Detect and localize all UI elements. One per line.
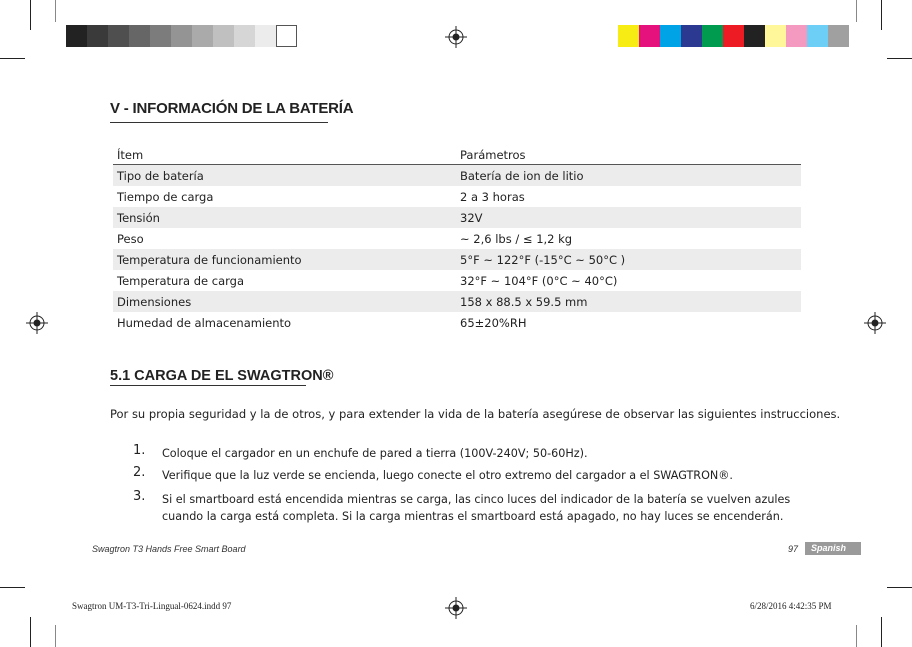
table-cell-value: 158 x 88.5 x 59.5 mm (456, 291, 801, 312)
step-number: 1. (133, 443, 146, 458)
table-cell-value: 32V (456, 207, 801, 228)
crop-mark (55, 625, 56, 647)
step-text: Coloque el cargador en un enchufe de pared a tierra (100V-240V; 50-60Hz). (162, 447, 588, 460)
crop-mark (30, 0, 31, 30)
table-cell-item: Tiempo de carga (117, 189, 214, 204)
crop-mark (887, 587, 912, 588)
color-swatch (786, 25, 807, 47)
table-cell-value: Batería de ion de litio (456, 165, 801, 187)
intro-paragraph: Por su propia seguridad y la de otros, y para extender la vida de la batería asegúrese de observar las siguientes instrucciones. (110, 407, 841, 421)
table-cell-item: Dimensiones (113, 291, 456, 312)
section-title: V - INFORMACIÓN DE LA BATERÍA (110, 100, 354, 117)
crop-mark (881, 617, 882, 647)
table-cell-item: Temperatura de funcionamiento (113, 249, 456, 270)
color-swatch (807, 25, 828, 47)
table-cell-value: 2 a 3 horas (460, 189, 525, 204)
color-swatch (276, 25, 297, 47)
table-cell-value: 65±20%RH (460, 315, 527, 330)
page-number: 97 (788, 544, 799, 554)
table-cell-value: 32°F ~ 104°F (0°C ~ 40°C) (460, 273, 618, 288)
table-cell-item: Peso (117, 231, 144, 246)
step-number: 3. (133, 489, 146, 504)
color-swatch (66, 25, 87, 47)
color-swatch (87, 25, 108, 47)
color-swatch (828, 25, 849, 47)
crop-mark (856, 625, 857, 647)
column-header-parameters: Parámetros (456, 145, 801, 165)
color-swatch (108, 25, 129, 47)
registration-mark-icon (864, 312, 886, 334)
color-swatch (150, 25, 171, 47)
registration-mark-icon (26, 312, 48, 334)
table-row (113, 270, 801, 291)
step-text-line: cuando la carga está completa. Si la carga mientras el smartboard está apagado, no hay luces se encenderán. (162, 510, 784, 523)
color-swatch (765, 25, 786, 47)
table-row (113, 165, 801, 187)
step-number: 2. (133, 465, 146, 480)
color-swatch (723, 25, 744, 47)
color-swatch (129, 25, 150, 47)
color-swatch (213, 25, 234, 47)
column-header-item: Ítem (113, 145, 456, 165)
table-cell-item: Humedad de almacenamiento (117, 315, 292, 330)
crop-mark (856, 0, 857, 22)
table-row (113, 312, 801, 333)
step-text: Verifique que la luz verde se encienda, luego conecte el otro extremo del cargador a el SWAGTRON®. (162, 469, 733, 482)
table-cell-item: Tipo de batería (113, 165, 456, 187)
table-cell-item: Tensión (113, 207, 456, 228)
subsection-title: 5.1 CARGA DE EL SWAGTRON® (110, 368, 334, 384)
table-row (113, 228, 801, 249)
slug-file-name: Swagtron UM-T3-Tri-Lingual-0624.indd 97 (72, 601, 232, 611)
crop-mark (0, 58, 25, 59)
table-row (113, 249, 801, 270)
color-swatch (660, 25, 681, 47)
crop-mark (0, 587, 25, 588)
color-swatch (744, 25, 765, 47)
color-swatch (702, 25, 723, 47)
color-swatch (639, 25, 660, 47)
table-cell-item: Temperatura de carga (117, 273, 244, 288)
crop-mark (55, 0, 56, 22)
crop-mark (30, 617, 31, 647)
color-swatch (255, 25, 276, 47)
table-row (113, 207, 801, 228)
language-label: Spanish (811, 543, 847, 553)
color-swatch (618, 25, 639, 47)
color-swatch (171, 25, 192, 47)
table-cell-value: 5°F ~ 122°F (-15°C ~ 50°C ) (456, 249, 801, 270)
battery-spec-table (113, 145, 801, 333)
crop-mark (887, 58, 912, 59)
section-title-underline (110, 122, 328, 123)
registration-mark-icon (445, 26, 467, 48)
table-row (113, 291, 801, 312)
color-swatch (234, 25, 255, 47)
table-row (113, 186, 801, 207)
table-cell-value: ~ 2,6 lbs / ≤ 1,2 kg (460, 231, 573, 246)
registration-mark-icon (445, 597, 467, 619)
color-swatch (192, 25, 213, 47)
subsection-title-underline (110, 385, 306, 386)
table-header-row (113, 145, 801, 165)
footer-product-title: Swagtron T3 Hands Free Smart Board (92, 544, 246, 554)
slug-date: 6/28/2016 4:42:35 PM (750, 601, 832, 611)
crop-mark (881, 0, 882, 30)
step-text-line: Si el smartboard está encendida mientras se carga, las cinco luces del indicador de la batería se vuelven azules (162, 493, 791, 506)
color-swatch (681, 25, 702, 47)
